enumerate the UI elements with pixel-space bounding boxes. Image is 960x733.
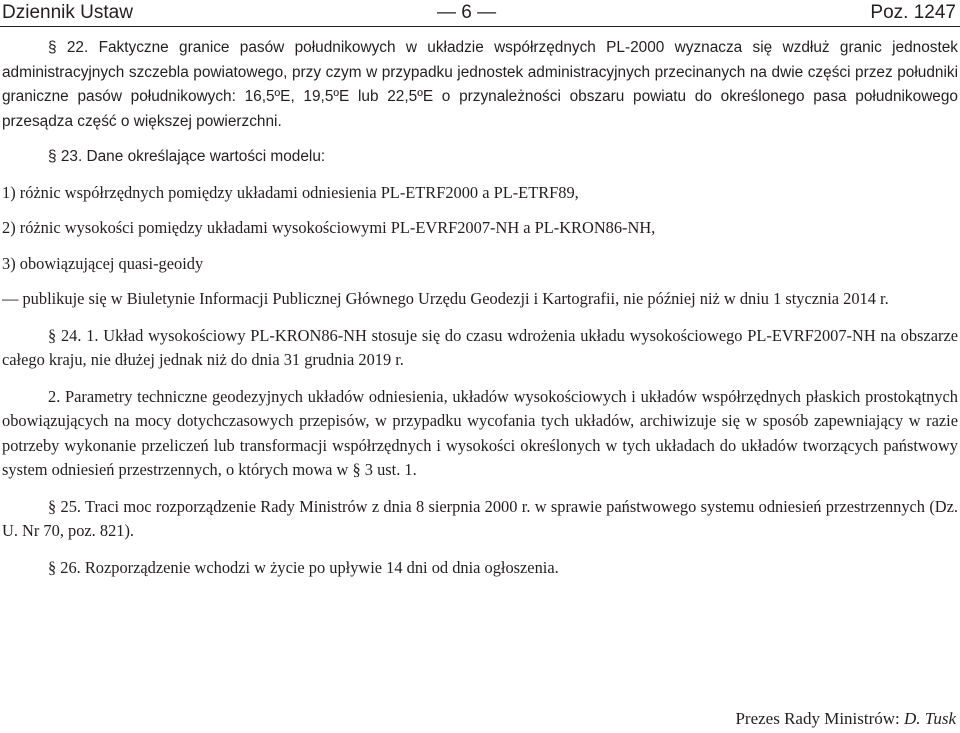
journal-title: Dziennik Ustaw: [2, 2, 133, 23]
signature-block: [735, 707, 956, 731]
section-23-item-2: 2) różnic wysokości pomiędzy układami wysokościowymi PL-EVRF2007-NH a PL-KRON86-NH,: [2, 218, 656, 237]
document-body: [2, 36, 958, 580]
section-23-item-3: 3) obowiązującej quasi-geoidy: [2, 253, 204, 273]
section-22: § 22. Faktyczne granice pasów południkowych w układzie współrzędnych PL-2000 wyznacza się wzdłuż granic jednostek administracyjnych szczebla powiatowego, przy czym w przypadku jednostek administracyjnych przecinanych na dwie części przez południki graniczne pasów południkowych: 16,5ºE, 19,5ºE lub 22,5ºE o przynależności obszaru powiatu do określonego pasa południkowego przesądza część o większej powierzchni.: [2, 39, 958, 130]
section-23-intro: § 23. Dane określające wartości modelu:: [48, 148, 326, 165]
section-23-item-1: 1) różnic współrzędnych pomiędzy układami odniesienia PL-ETRF2000 a PL-ETRF89,: [2, 182, 579, 202]
section-24-1: § 24. 1. Układ wysokościowy PL-KRON86-NH stosuje się do czasu wdrożenia układu wysokościowego PL-EVRF2007-NH na obszarze całego kraju, nie dłużej jednak niż do dnia 31 grudnia 2019 r.: [2, 325, 958, 369]
section-23-tail: — publikuje się w Biuletynie Informacji Publicznej Głównego Urzędu Geodezji i Kartografii, nie później niż w dniu 1 stycznia 2014 r.: [2, 289, 889, 308]
page-header: [0, 0, 960, 26]
section-25: § 25. Traci moc rozporządzenie Rady Ministrów z dnia 8 sierpnia 2000 r. w sprawie państwowego systemu odniesień przestrzennych (Dz. U. Nr 70, poz. 821).: [2, 496, 958, 540]
section-24-2: 2. Parametry techniczne geodezyjnych układów odniesienia, układów wysokościowych i układów współrzędnych płaskich prostokątnych obowiązujących na mocy dotychczasowych przepisów, w przypadku wycofania tych układów, archiwizuje się w sposób zapewniający w razie potrzeby wykonanie przeliczeń lub transformacji współrzędnych i wysokości określonych w tych układach do układów tworzących państwowy system odniesień przestrzennych, o których mowa w § 3 ust. 1.: [2, 386, 958, 479]
page-number: — 6 —: [437, 2, 497, 23]
signatory-title: Prezes Rady Ministrów:: [735, 709, 905, 728]
header-divider: [0, 26, 960, 27]
section-26: § 26. Rozporządzenie wchodzi w życie po upływie 14 dni od dnia ogłoszenia.: [48, 557, 559, 577]
signatory-name: D. Tusk: [904, 709, 956, 728]
position-number: Poz. 1247: [870, 2, 956, 23]
